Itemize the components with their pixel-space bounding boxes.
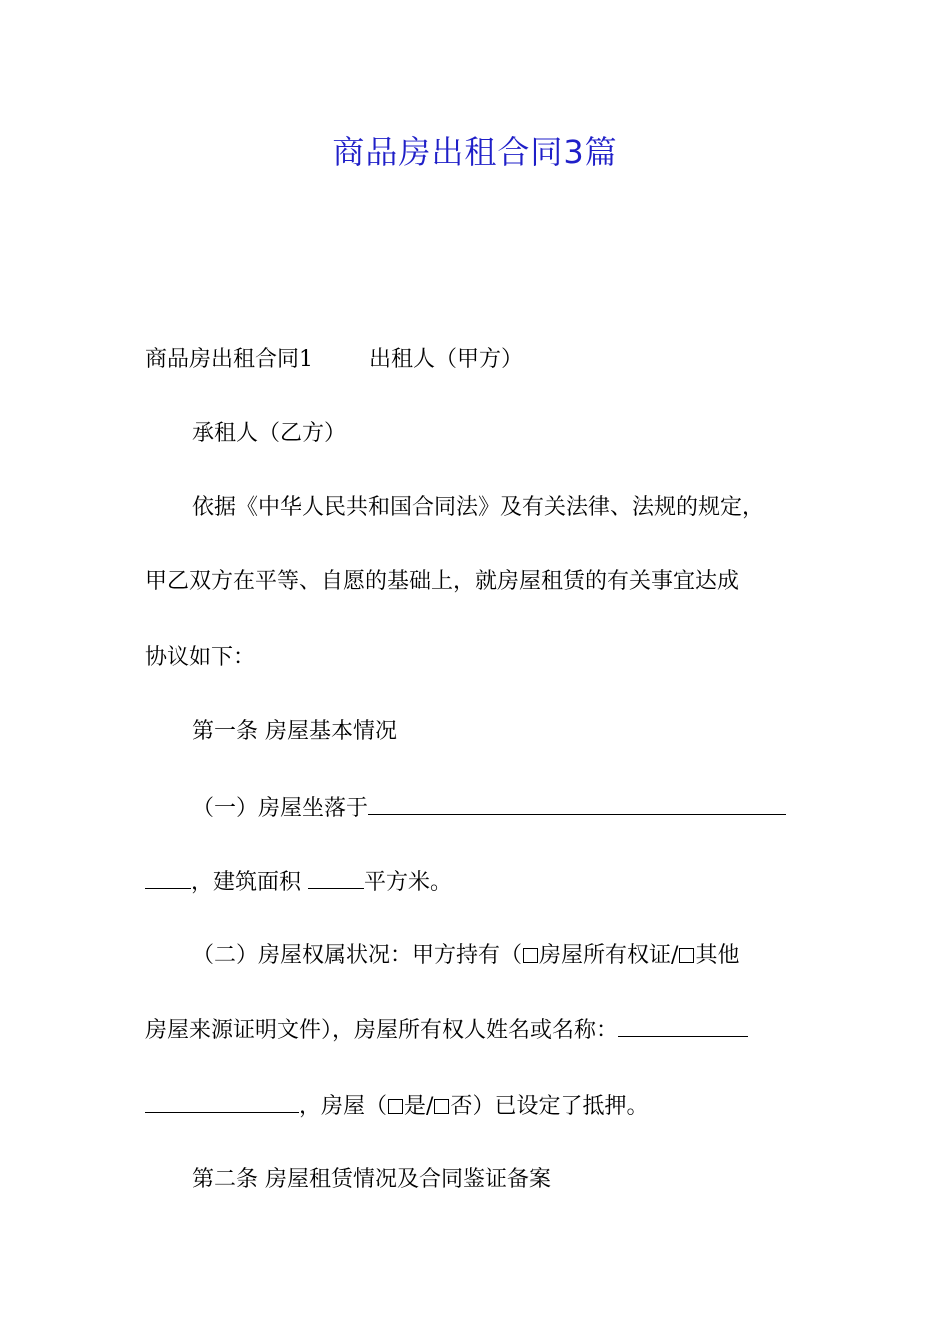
ownership-label: （二）房屋权属状况：甲方持有（ <box>192 943 523 968</box>
area-label: ，建筑面积 <box>191 870 308 895</box>
location-line <box>192 790 862 827</box>
area-line <box>145 864 815 901</box>
location-blank <box>368 790 786 815</box>
mortgage-option-no: 否）已设定了抵押。 <box>450 1094 649 1119</box>
owner-name-label: 房屋来源证明文件），房屋所有权人姓名或名称： <box>145 1018 619 1043</box>
line-contract-heading <box>145 342 815 378</box>
mortgage-option-yes: 是/ <box>404 1094 434 1119</box>
mortgage-line <box>145 1088 815 1125</box>
checkbox-icon <box>523 948 538 963</box>
checkbox-icon <box>388 1099 403 1114</box>
document-title: 商品房出租合同3篇 <box>332 133 618 171</box>
lessor-label: 出租人（甲方） <box>369 347 524 372</box>
paragraph-line: 甲乙双方在平等、自愿的基础上，就房屋租赁的有关事宜达成 <box>145 569 740 594</box>
ownership-line <box>192 938 862 974</box>
paragraph-line: 协议如下： <box>145 645 256 670</box>
ownership-option-certificate: 房屋所有权证/ <box>539 943 679 968</box>
area-unit: 平方米。 <box>364 870 453 895</box>
checkbox-icon <box>434 1099 449 1114</box>
paragraph-line: 依据《中华人民共和国合同法》及有关法律、法规的规定， <box>192 495 765 520</box>
article-2-heading: 第二条 房屋租赁情况及合同鉴证备案 <box>192 1167 551 1192</box>
article-1-heading: 第一条 房屋基本情况 <box>192 719 397 744</box>
owner-name-line <box>145 1012 815 1049</box>
checkbox-icon <box>679 948 694 963</box>
location-label: （一）房屋坐落于 <box>192 796 369 821</box>
area-blank <box>308 864 364 889</box>
ownership-option-other: 其他 <box>695 943 740 968</box>
contract-number-label: 商品房出租合同1 <box>145 347 313 372</box>
lessee-label: 承租人（乙方） <box>192 421 347 446</box>
mortgage-label: ，房屋（ <box>299 1094 388 1119</box>
owner-name-blank-continued <box>145 1088 299 1113</box>
location-blank-continued <box>145 864 191 889</box>
owner-name-blank <box>618 1012 748 1037</box>
